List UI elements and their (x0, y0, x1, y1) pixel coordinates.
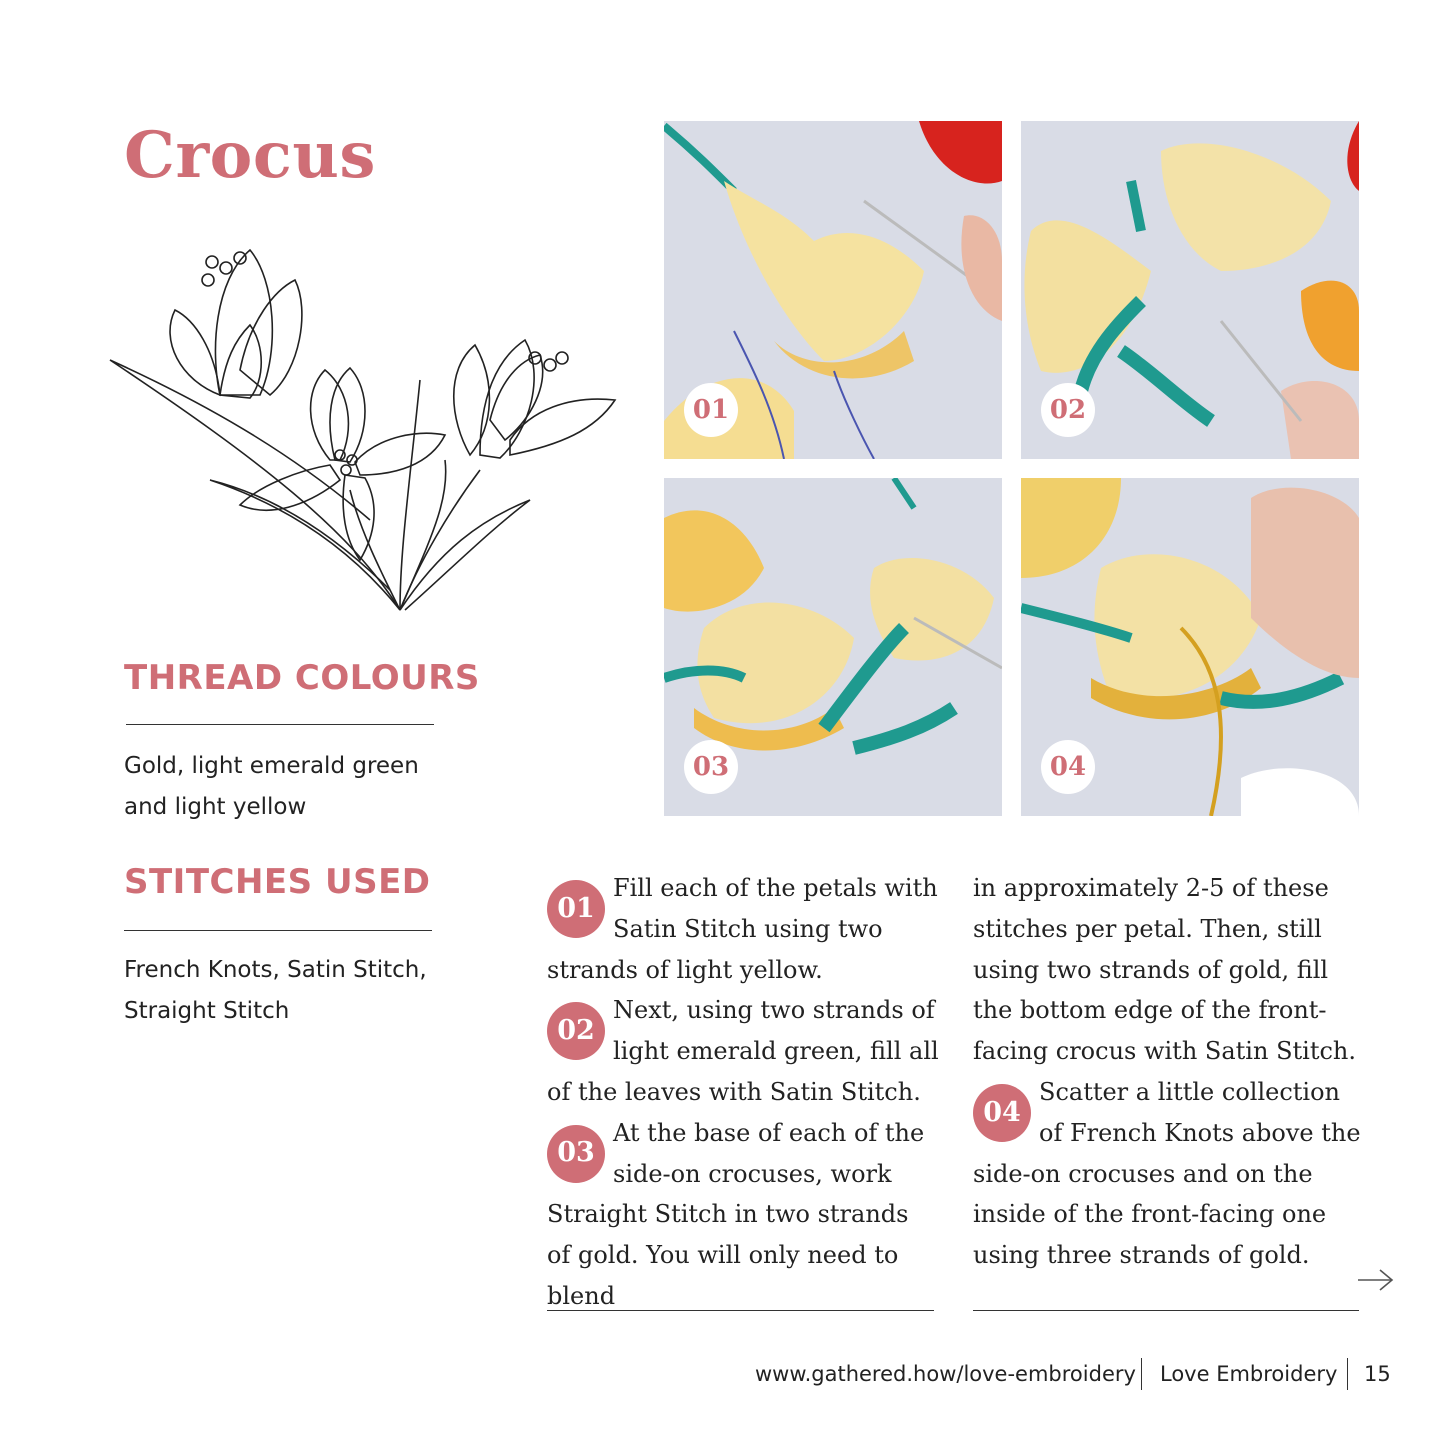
step-number-badge: 04 (973, 1084, 1031, 1142)
divider (124, 930, 432, 931)
thread-colours-text: Gold, light emerald green and light yellow (124, 753, 419, 820)
instruction-step-continued (973, 868, 1365, 1072)
page-title: Crocus (124, 118, 376, 193)
divider (1347, 1358, 1348, 1390)
instructions-column-right (973, 868, 1365, 1276)
step-photo-04 (1021, 478, 1359, 816)
arrow-right-icon (1356, 1266, 1396, 1294)
page-number: 15 (1364, 1362, 1391, 1386)
step-text: in approximately 2-5 of these stitches per petal. Then, still using two strands of gold, fill the bottom edge of the front-facing crocus with Satin Stitch. (973, 874, 1357, 1066)
step-text: At the base of each of the side-on crocuses, work Straight Stitch in two strands of gold. You will only need to blend (547, 1118, 925, 1310)
step-text: Scatter a little collection of French Knots above the side-on crocuses and on the inside of the front-facing one using three strands of gold. (973, 1077, 1361, 1270)
instruction-step (547, 868, 939, 990)
step-photo-01 (664, 121, 1002, 459)
instruction-step (547, 1113, 939, 1317)
step-number-badge: 02 (1041, 383, 1095, 437)
step-number-badge: 03 (547, 1125, 605, 1183)
divider (126, 724, 434, 725)
instruction-step (973, 1072, 1365, 1276)
footer-url: www.gathered.how/love-embroidery (755, 1362, 1136, 1386)
instructions-column-left (547, 868, 939, 1317)
step-number-badge: 02 (547, 1002, 605, 1060)
step-number-badge: 01 (684, 383, 738, 437)
stitches-used-heading: STITCHES USED (124, 862, 431, 902)
step-number-badge: 04 (1041, 740, 1095, 794)
divider (547, 1310, 934, 1311)
step-number-badge: 01 (547, 880, 605, 938)
stitches-used-text: French Knots, Satin Stitch, Straight Stitch (124, 957, 427, 1024)
step-number-badge: 03 (684, 740, 738, 794)
thread-colours-heading: THREAD COLOURS (124, 658, 480, 698)
footer-magazine-name: Love Embroidery (1160, 1362, 1338, 1386)
step-text: Fill each of the petals with Satin Stitch using two strands of light yellow. (547, 874, 938, 984)
divider (1141, 1358, 1142, 1390)
step-text: Next, using two strands of light emerald green, fill all of the leaves with Satin Stitch. (547, 996, 939, 1106)
instruction-step (547, 990, 939, 1112)
step-photo-02 (1021, 121, 1359, 459)
divider (973, 1310, 1359, 1311)
step-photo-03 (664, 478, 1002, 816)
crocus-pattern-illustration (100, 230, 630, 630)
